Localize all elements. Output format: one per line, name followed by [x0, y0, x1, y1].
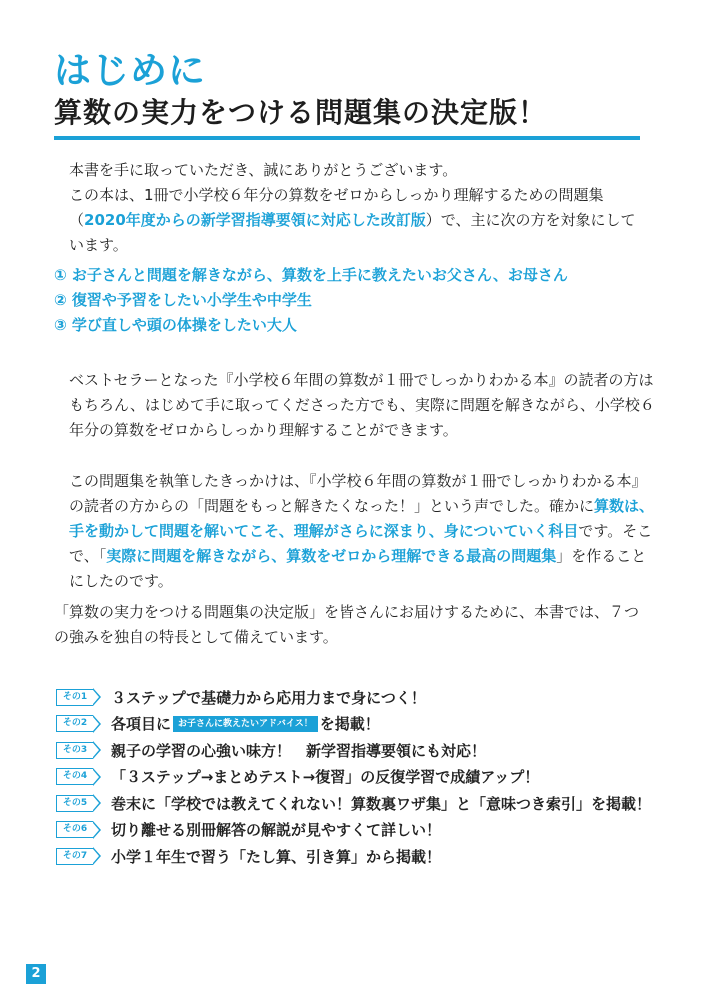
- feature-item: [56, 843, 656, 870]
- page-subtitle: 算数の実力をつける問題集の決定版！: [54, 96, 548, 129]
- advice-badge: お子さんに教えたいアドバイス！: [173, 716, 318, 732]
- target-item: ② 復習や予習をしたい小学生や中学生: [54, 291, 312, 309]
- motivation-highlight-2: 実際に問題を解きながら、算数をゼロから理解できる最高の問題集: [106, 547, 557, 565]
- paragraph-bestseller: ベストセラーとなった『小学校６年間の算数が１冊でしっかりわかる本』の読者の方はもちろん、はじめて手に取ってくださった方でも、実際に問題を解きながら、小学校６年分の算数をゼロからしっかり理解することができます。: [69, 371, 655, 439]
- feature-tag: その2: [56, 715, 93, 732]
- intro-section: [54, 158, 644, 258]
- intro-paragraph-1: 本書を手に取っていただき、誠にありがとうございます。: [69, 161, 458, 179]
- target-item: ③ 学び直しや頭の体操をしたい大人: [54, 316, 297, 334]
- feature-text: 親子の学習の心強い味方！ 新学習指導要領にも対応！: [111, 741, 487, 760]
- feature-item: [56, 790, 656, 817]
- intro-highlight: 2020年度からの新学習指導要領に対応した改訂版: [84, 211, 426, 229]
- motivation-highlight-1: 算数は、手を動かして問題を解いてこそ、理解がさらに深まり、身についていく科目: [69, 497, 655, 540]
- feature-text: 小学１年生で習う「たし算、引き算」から掲載！: [111, 847, 442, 866]
- page-title: はじめに: [54, 49, 206, 92]
- feature-tag: その7: [56, 848, 93, 865]
- feature-text: を掲載！: [319, 715, 380, 734]
- target-item: ① お子さんと問題を解きながら、算数を上手に教えたいお父さん、お母さん: [54, 266, 568, 284]
- feature-tag: その6: [56, 821, 93, 838]
- intro-paragraph-2: [54, 183, 644, 258]
- feature-item: [56, 684, 656, 711]
- intro-text-a: この本は、1冊で小学校６年分の算数をゼロからしっかり理解するための問題集（: [69, 186, 604, 229]
- paragraph-motivation: [54, 469, 659, 594]
- feature-text: 各項目に: [111, 715, 172, 734]
- feature-item: [56, 817, 656, 844]
- feature-tag: その5: [56, 795, 93, 812]
- feature-item: [56, 737, 656, 764]
- feature-text: 「３ステップ→まとめテスト→復習」の反復学習で成績アップ！: [111, 768, 540, 787]
- title-divider: [54, 136, 640, 140]
- feature-item: [56, 711, 656, 738]
- feature-text: 切り離せる別冊解答の解説が見やすくて詳しい！: [111, 821, 442, 840]
- target-list: [54, 263, 644, 338]
- motivation-text-c: 」を作ることにしたのです。: [69, 547, 647, 590]
- feature-text: 巻末に「学校では教えてくれない！算数裏ワザ集」と「意味つき索引」を掲載！: [111, 794, 652, 813]
- feature-tag: その4: [56, 768, 93, 785]
- feature-tag: その3: [56, 742, 93, 759]
- intro-text-b: ）で、主に次の方を対象にしています。: [69, 211, 636, 254]
- feature-list: [56, 684, 656, 870]
- paragraph-strengths: 「算数の実力をつける問題集の決定版」を皆さんにお届けするために、本書では、７つの強みを独自の特長として備えています。: [54, 603, 640, 646]
- feature-item: [56, 764, 656, 791]
- feature-tag: その1: [56, 689, 93, 706]
- motivation-text-b: です。そこで、「: [69, 522, 653, 565]
- motivation-text-a: この問題集を執筆したきっかけは、『小学校６年間の算数が１冊でしっかりわかる本』の読者の方からの「問題をもっと解きたくなった！」という声でした。確かに: [69, 472, 647, 515]
- page-number: 2: [26, 964, 46, 984]
- feature-text: ３ステップで基礎力から応用力まで身につく！: [111, 688, 426, 707]
